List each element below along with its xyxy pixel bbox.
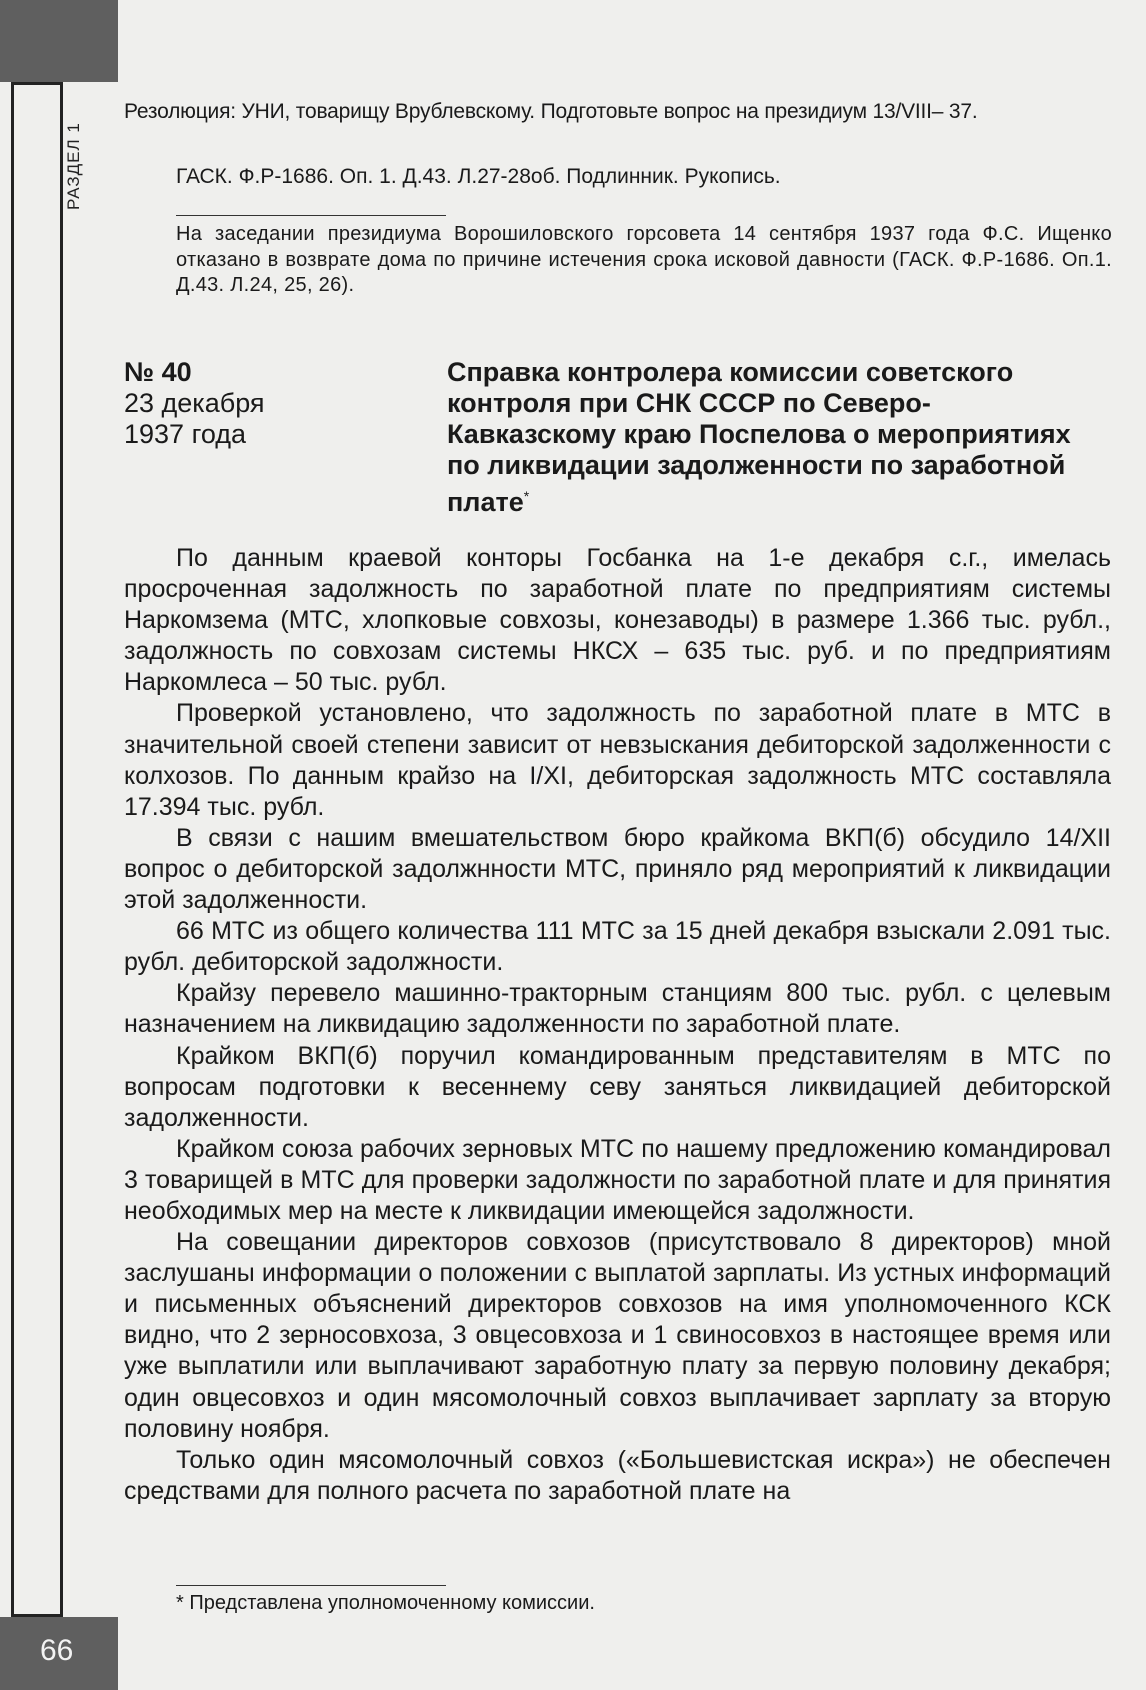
section-label: РАЗДЕЛ 1 [64,122,83,210]
paragraph: 66 МТС из общего количества 111 МТС за 15 дней декабря взыскали 2.091 тыс. рубл. дебиторской задолжности. [124,917,1111,977]
document-meta [124,357,265,450]
editorial-note: На заседании президиума Ворошиловского горсовета 14 сентября 1937 года Ф.С. Ищенко отказано в возврате дома по причине истечения срока исковой давности (ГАСК. Ф.Р-1686. Оп.1. Д.43. Л.24, 25, 26). [176,223,1112,296]
paragraph: Крайком союза рабочих зерновых МТС по нашему предложению командировал 3 товарищей в МТС для проверки задолжности по заработной плате и для принятия необходимых мер на месте к ликвидации имеющейся задолжности. [124,1134,1111,1225]
margin-frame [0,82,14,1617]
footnote-divider [176,1585,446,1586]
paragraph: Проверкой установлено, что задолжность по заработной плате в МТС в значительной своей степени зависит от невзыскания дебиторской задолженности с колхозов. По данным крайзо на I/XI, дебиторская задолжность МТС составляла 17.394 тыс. рубл. [124,699,1111,821]
document-title-text: Справка контролера комиссии советского контроля при СНК СССР по Северо-Кавказскому краю Поспелова о мероприятиях по ликвидации задолженности по заработной плате [447,357,1071,517]
document-body [124,543,1111,1507]
document-date-day: 23 декабря [124,388,265,418]
margin-top-block [0,0,118,82]
page-number: 66 [40,1634,74,1667]
footnote: * Представлена уполномоченному комиссии. [176,1592,595,1614]
footnote-marker: * [523,488,530,504]
paragraph: Только один мясомолочный совхоз («Большевистская искра») не обеспечен средствами для полного расчета по заработной плате на [124,1445,1111,1505]
document-date-year: 1937 года [124,419,247,449]
margin-rule-vertical [60,82,63,1617]
archive-source: ГАСК. Ф.Р-1686. Оп. 1. Д.43. Л.27-28об. Подлинник. Рукопись. [176,165,781,188]
document-title [447,357,1097,518]
margin-rule-top [14,82,62,85]
paragraph: На совещании директоров совхозов (присутствовало 8 директоров) мной заслушаны информации о положении с выплатой зарплаты. Из устных информаций и письменных объяснений директоров совхозов на имя уполномоченного КСК видно, что 2 зерносовхоза, 3 овцесовхоза и 1 свиносовхоз в настоящее время или уже выплатили или выплачивают заработную плату за первую половину декабря; один овцесовхоз и один мясомолочный совхоз выплачивает зарплату за вторую половину ноября. [124,1228,1111,1443]
paragraph: Крайком ВКП(б) поручил командированным представителям в МТС по вопросам подготовки к весеннему севу заняться ликвидацией дебиторской задолженности. [124,1041,1111,1132]
document-number: № 40 [124,357,192,387]
paragraph: Крайзу перевело машинно-тракторным станциям 800 тыс. рубл. с целевым назначением на ликвидацию задолженности по заработной плате. [124,979,1111,1039]
paragraph: По данным краевой конторы Госбанка на 1-е декабря с.г., имелась просроченная задолжность по заработной плате по предприятиям системы Наркомзема (МТС, хлопковые совхозы, конезаводы) в размере 1.366 тыс. рубл., задолжность по совхозам системы НКСХ – 635 тыс. руб. и по предприятиям Наркомлеса – 50 тыс. рубл. [124,544,1111,697]
note-divider [176,215,446,216]
resolution-text: Резолюция: УНИ, товарищу Врублевскому. Подготовьте вопрос на президиум 13/VIII– 37. [124,100,978,123]
paragraph: В связи с нашим вмешательством бюро крайкома ВКП(б) обсудило 14/XII вопрос о дебиторской задолжнности МТС, приняло ряд мероприятий к ликвидации этой задолженности. [124,823,1111,915]
